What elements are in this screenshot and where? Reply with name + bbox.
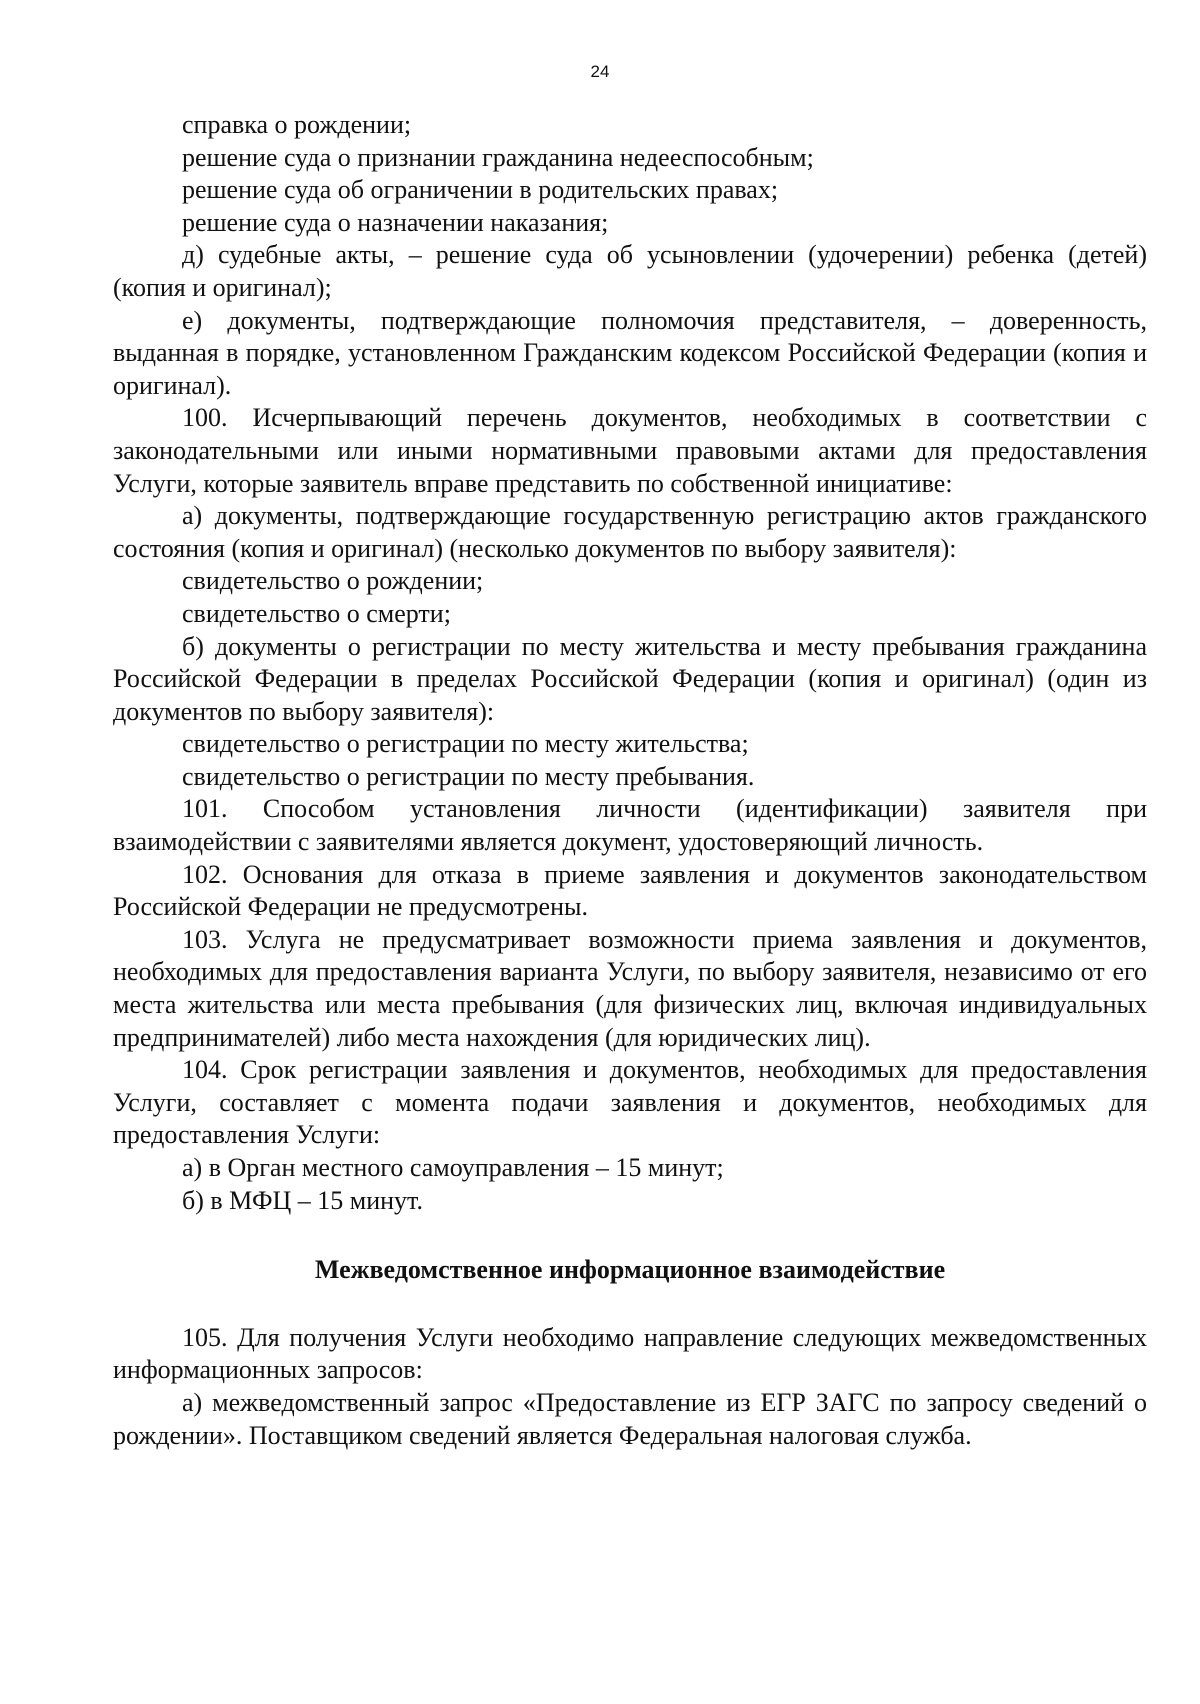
paragraph-101: 101. Способом установления личности (идентификации) заявителя при взаимодействии с заявителями является документ, удостоверяющий личность.	[113, 794, 1147, 857]
list-item: а) в Орган местного самоуправления – 15 минут;	[182, 1153, 724, 1182]
paragraph-105: 105. Для получения Услуги необходимо направление следующих межведомственных информационных запросов:	[113, 1322, 1147, 1385]
paragraph-102: 102. Основания для отказа в приеме заявления и документов законодательством Российской Федерации не предусмотрены.	[113, 859, 1147, 922]
document-body	[113, 109, 1147, 1452]
paragraph-105-a: а) межведомственный запрос «Предоставление из ЕГР ЗАГС по запросу сведений о рождении». Поставщиком сведений является Федеральная налоговая служба.	[113, 1387, 1147, 1450]
paragraph-e: е) документы, подтверждающие полномочия представителя, – доверенность, выданная в порядке, установленном Гражданским кодексом Российской Федерации (копия и оригинал).	[113, 305, 1147, 400]
paragraph-100-a: а) документы, подтверждающие государственную регистрацию актов гражданского состояния (копия и оригинал) (несколько документов по выбору заявителя):	[113, 501, 1147, 563]
list-item: свидетельство о регистрации по месту пребывания.	[182, 761, 755, 791]
paragraph-103: 103. Услуга не предусматривает возможности приема заявления и документов, необходимых для предоставления варианта Услуги, по выбору заявителя, независимо от его места жительства или места пребывания (для физических лиц, включая индивидуальных предпринимателей) либо места нахождения (для юридических лиц).	[113, 924, 1147, 1052]
list-item: решение суда о назначении наказания;	[182, 207, 609, 237]
list-item: б) в МФЦ – 15 минут.	[182, 1185, 423, 1215]
list-item: справка о рождении;	[182, 110, 412, 139]
paragraph-d: д) судебные акты, – решение суда об усыновлении (удочерении) ребенка (детей) (копия и оригинал);	[113, 240, 1147, 302]
list-item: свидетельство о рождении;	[182, 566, 484, 596]
section-heading: Межведомственное информационное взаимодействие	[314, 1255, 946, 1285]
list-item: решение суда о признании гражданина недееспособным;	[182, 142, 814, 172]
list-item: решение суда об ограничении в родительских правах;	[182, 175, 779, 205]
paragraph-100: 100. Исчерпывающий перечень документов, необходимых в соответствии с законодательными или иными нормативными правовыми актами для предоставления Услуги, которые заявитель вправе представить по собственной инициативе:	[113, 403, 1147, 498]
paragraph-100-b: б) документы о регистрации по месту жительства и месту пребывания гражданина Российской Федерации в пределах Российской Федерации (копия и оригинал) (один из документов по выбору заявителя):	[113, 631, 1147, 726]
paragraph-104: 104. Срок регистрации заявления и документов, необходимых для предоставления Услуги, составляет с момента подачи заявления и документов, необходимых для предоставления Услуги:	[113, 1055, 1147, 1150]
page-number: 24	[590, 62, 610, 81]
list-item: свидетельство о регистрации по месту жительства;	[182, 729, 749, 759]
list-item: свидетельство о смерти;	[182, 598, 451, 628]
